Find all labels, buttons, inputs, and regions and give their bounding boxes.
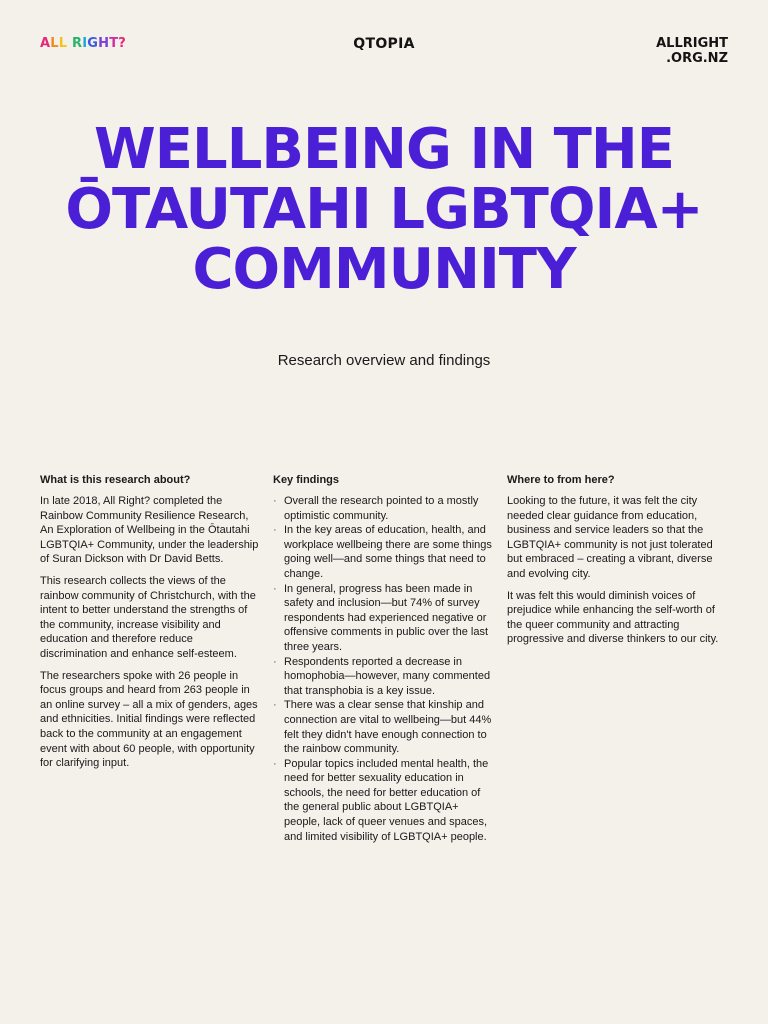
list-item: · In the key areas of education, health, and workplace wellbeing there are some things going well—and some things that need to change. [273,523,497,581]
column-key-findings [273,473,497,844]
logo-letter: H [98,36,110,51]
logo-right-line1: ALLRIGHT [656,36,728,51]
where-to-paragraph: Looking to the future, it was felt the city needed clear guidance from education, business and service leaders so that the LGBTQIA+ community is not just tolerated but embraced – creating a vibrant, diverse and evolving city. [507,495,713,580]
logo-letter: ? [118,36,127,51]
logo-letter: R [71,36,83,51]
logo-letter: T [109,36,119,51]
logo-letter: G [87,36,99,51]
qtopia-logo[interactable]: QTOPIA [353,36,415,52]
column-about [40,473,260,778]
list-item: · Respondents reported a decrease in homophobia—however, many commented that transphobia is a key issue. [273,655,497,699]
logo-letter: A [40,36,51,51]
key-findings-heading: Key findings [273,474,340,486]
list-item: · There was a clear sense that kinship and connection are vital to wellbeing—but 44% felt they didn't have enough connection to the rainbow community. [273,698,497,756]
list-item: · In general, progress has been made in safety and inclusion—but 74% of survey respondents had experienced negative or offensive comments in public over the last three years. [273,582,497,655]
column-where-to [507,473,727,654]
key-findings-list [273,494,497,844]
about-paragraph: The researchers spoke with 26 people in focus groups and heard from 263 people in an online survey – all a mix of genders, ages and ethnicities. Initial findings were reflected back to the community at an engagement event with about 60 people, with opportunity for clarifying input. [40,669,258,770]
all-right-logo[interactable] [40,36,126,51]
logo-letter: L [50,36,59,51]
about-paragraph: This research collects the views of the rainbow community of Christchurch, with the intent to better understand the strengths of the community, increase visibility and education and therefore reduce discrimination and enhance self-esteem. [40,574,256,660]
logo-right-line2: .ORG.NZ [666,51,728,66]
title-line2: ŌTAUTAHI LGBTQIA+ [65,177,703,242]
list-item: · Overall the research pointed to a mostly optimistic community. [273,494,497,523]
where-to-heading: Where to from here? [507,474,615,486]
about-paragraph: In late 2018, All Right? completed the Rainbow Community Resilience Research, An Exploration of Wellbeing in the Ōtautahi LGBTQIA+ Community, under the leadership of Suran Dickson with Dr David Betts. [40,495,259,566]
logo-letter: L [58,36,68,51]
page-header [40,36,728,70]
about-heading: What is this research about? [40,474,191,486]
title-line3: COMMUNITY [192,237,576,302]
where-to-paragraph: It was felt this would diminish voices of prejudice while enhancing the self-worth of the queer community and attracting progressive and diverse thinkers to our city. [507,589,719,646]
page-title [40,117,728,302]
logo-letter: I [82,36,88,51]
list-item: · Popular topics included mental health, the need for better sexuality education in schools, the need for better education of the general public about LGBTQIA+ people, lack of queer venues and spaces, and limited visibility of LGBTQIA+ people. [273,757,497,845]
title-line1: WELLBEING IN THE [93,117,674,182]
page-subtitle: Research overview and findings [277,352,491,369]
allright-org-nz-logo[interactable] [656,36,728,66]
